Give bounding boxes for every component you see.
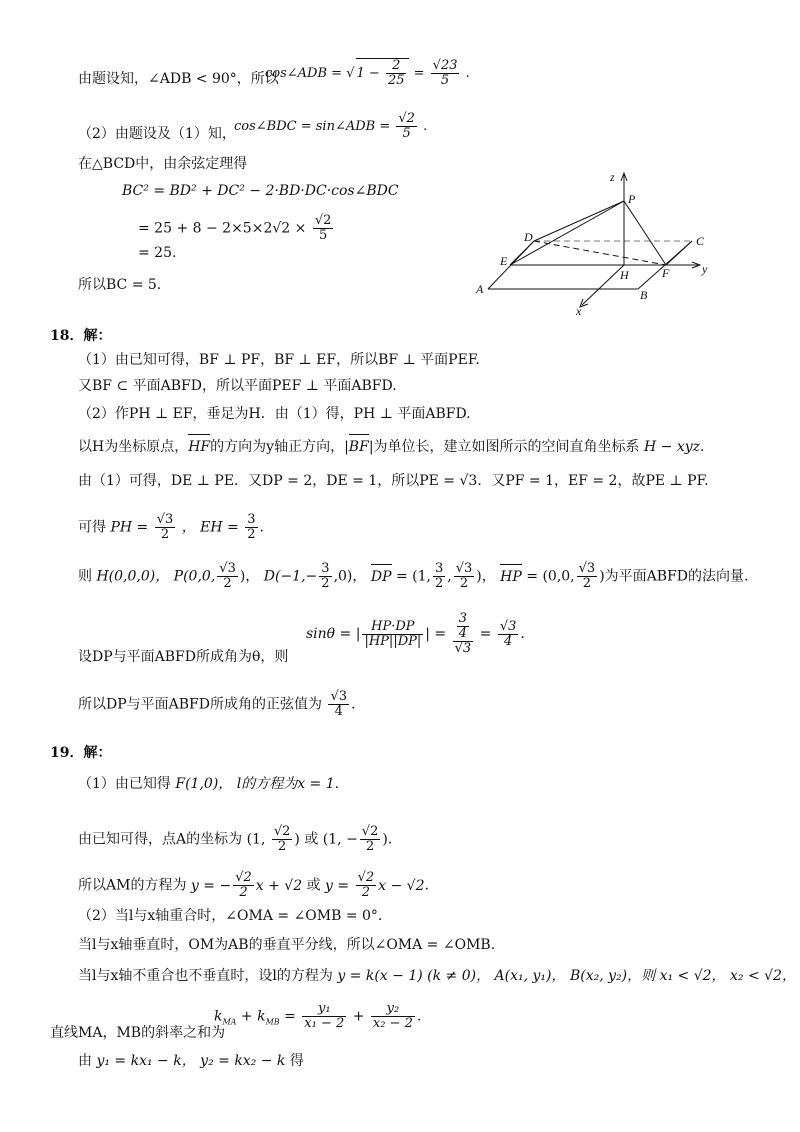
text-span: 由（1）可得，DE ⊥ PE．又DP = 2，DE = 1，所以PE = √3．又PF = 1，EF = 2，故PE ⊥ PF. <box>78 473 709 489</box>
text-line-19-5 <box>78 936 495 954</box>
text-span: （2）作PH ⊥ EF，垂足为H．由（1）得，PH ⊥ 平面ABFD. <box>78 406 471 422</box>
formula-cos-adb: cos∠ADB = √ 1 − $\frac{2}{25}$ = $\frac{√23}{5}$ . <box>265 58 470 88</box>
text-span: 的方向为y轴正方向，| <box>210 439 349 455</box>
text-span: ,0)， <box>333 568 367 585</box>
text-span: 所以AM的方程为 <box>78 877 187 894</box>
formula-text: k <box>214 1008 223 1025</box>
vector-hf: HF <box>188 439 211 455</box>
text-span: （2）由题设及（1）知， <box>78 126 236 142</box>
text-span: 或 <box>306 877 321 894</box>
text-line-18-4 <box>78 438 704 456</box>
point-p: P(0,0, <box>173 568 216 585</box>
section-18-heading <box>50 327 111 345</box>
formula-text: = <box>479 626 492 642</box>
x-axis <box>582 265 624 305</box>
text-span: ) <box>599 568 605 585</box>
formula-text: = 25. <box>138 245 177 261</box>
heading-text: 19．解： <box>50 745 112 761</box>
vector-hp: HP <box>500 568 522 585</box>
point-b: B(x₂, y₂)，则 <box>569 968 656 984</box>
text-span: 又BF ⊂ 平面ABFD，所以平面PEF ⊥ 平面ABFD. <box>78 378 397 394</box>
text-span: （2）当l与x轴重合时，∠OMA = ∠OMB = 0°. <box>78 908 383 924</box>
formula-slope-sum: $k_{MA} + k_{MB}$ = $\frac{\text{y₁}}{\text{x₁ − 2}}$ + $\frac{\text{y₂}}{\text{x₂ − 2}}$ . <box>214 1001 422 1031</box>
formula-text: sinθ = | <box>306 626 361 642</box>
formula-text: BC² = BD² + DC² − 2·BD·DC·cos∠BDC <box>122 183 399 199</box>
line-l-general: y = k(x − 1) (k ≠ 0)， <box>337 968 491 984</box>
text-line-18-1 <box>78 351 480 369</box>
text-line-19-4 <box>78 907 382 925</box>
formula-text: cos∠ADB = <box>265 66 343 81</box>
label-e: E <box>500 254 508 268</box>
text-line-19-6 <box>78 967 796 985</box>
formula-cos-bdc: cos∠BDC = sin∠ADB = $\frac{√2}{5}$ . <box>234 111 428 141</box>
text-span: 设DP与平面ABFD所成角为θ，则 <box>78 649 289 665</box>
edge-pd <box>534 201 624 241</box>
formula-text: PH = <box>110 519 149 536</box>
text-span: 由 <box>78 1053 92 1069</box>
text-line-1 <box>78 70 279 88</box>
formula-cosine-step: = 25 + 8 − 2×5×2√2 × $\frac{√2}{5}$ <box>138 213 332 243</box>
text-span: = (0,0, <box>526 568 575 585</box>
coordinate-system: H − xyz. <box>643 439 705 455</box>
text-line-18-2 <box>78 377 397 395</box>
formula-text: = 25 + 8 − 2×5×2√2 × <box>138 220 307 237</box>
text-span: )， <box>239 568 260 585</box>
formula-cosine-law <box>122 182 399 200</box>
text-span: |为单位长，建立如图所示的空间直角坐标系 <box>368 439 640 455</box>
formula-text: y₁ = kx₁ − k， y₂ = kx₂ − k <box>96 1053 286 1069</box>
text-line-19-1 <box>78 775 339 793</box>
text-span: 则 <box>78 568 92 585</box>
label-d: D <box>524 230 533 244</box>
text-span: )， <box>476 568 496 585</box>
section-19-heading <box>50 744 111 762</box>
formula-sin-theta: sinθ = | $\frac{HP\cdot DP}{|HP||DP|}$ | = $\frac{\frac{3}{4}}{√3}$ = $\frac{√3}{4}$ . <box>306 611 525 656</box>
label-c: C <box>696 234 705 248</box>
point-h: H(0,0,0)， <box>96 568 170 585</box>
text-line-19-2: 由已知可得，点A的坐标为 (1, $\frac{√2}{2}$ ) 或 (1, − $\frac{√2}{2}$ ). <box>78 824 393 854</box>
text-span: 得 <box>289 1053 304 1069</box>
text-span: 在△BCD中，由余弦定理得 <box>78 156 248 172</box>
text-line-18-9: 所以DP与平面ABFD所成角的正弦值为 $\frac{√3}{4}$ . <box>78 689 356 719</box>
text-line-18-8 <box>78 648 288 666</box>
text-span: 可得 <box>78 519 106 536</box>
text-line-2 <box>78 125 236 143</box>
vector-dp: DP <box>370 568 392 585</box>
label-z: z <box>610 170 615 184</box>
label-x: x <box>576 304 582 318</box>
text-span: 由题设知，∠ADB < 90°，所以 <box>78 71 279 87</box>
text-span: 当l与x轴垂直时，OM为AB的垂直平分线，所以∠OMA = ∠OMB. <box>78 937 496 953</box>
text-span: （1）由已知可得，BF ⊥ PF，BF ⊥ EF，所以BF ⊥ 平面PEF. <box>78 352 480 368</box>
text-span: 直线MA，MB的斜率之和为 <box>50 1025 226 1041</box>
constraint: x₁ < √2， x₂ < √2， <box>659 968 796 984</box>
text-span: 当l与x轴不重合也不垂直时，设l的方程为 <box>78 968 333 984</box>
vector-bf: BF <box>348 439 369 455</box>
text-span: 或 <box>304 831 319 848</box>
formula-cosine-result <box>138 244 176 262</box>
text-span: 所以DP与平面ABFD所成角的正弦值为 <box>78 696 322 713</box>
text-span: 为平面ABFD的法向量. <box>604 568 749 585</box>
text-span: = (1, <box>395 568 431 585</box>
point-f: F(1,0)， <box>175 776 233 792</box>
heading-text: 18．解： <box>50 328 112 344</box>
text-span: 由已知可得，点A的坐标为 <box>78 831 243 848</box>
text-line-18-5 <box>78 472 709 490</box>
text-span: 所以BC = 5. <box>78 277 162 293</box>
point-d: D(−1,− <box>263 568 318 585</box>
text-line-18-3 <box>78 405 471 423</box>
line-l-equation: l的方程为x = 1. <box>236 776 340 792</box>
point-a: A(x₁, y₁)， <box>494 968 566 984</box>
text-line-bc <box>78 276 161 294</box>
edge-pf <box>624 201 666 265</box>
label-b: B <box>640 288 648 302</box>
formula-text: | = <box>425 626 447 642</box>
label-f: F <box>662 266 670 280</box>
label-h: H <box>620 268 629 282</box>
text-line-18-7: 则 H(0,0,0)， P(0,0, $\frac{√3}{2}$ )， D(−1,− $\frac{3}{2}$ ,0)， DP = (1, $\frac{3}{2}$ , $\frac{√3}{2}$ )， HP = (0,0, $\frac{√3}{2}$ )为平面ABFD的法向量. <box>78 561 749 591</box>
edge-fc <box>666 241 692 265</box>
text-line-19-8 <box>78 1052 304 1070</box>
text-line-3 <box>78 155 247 173</box>
text-span: （1）由已知得 <box>78 776 171 792</box>
label-a: A <box>476 282 484 296</box>
formula-text: cos∠BDC = sin∠ADB = <box>234 119 391 134</box>
text-span: 以H为坐标原点， <box>78 439 189 455</box>
text-line-19-7 <box>50 1024 225 1042</box>
text-line-18-6: 可得 PH = $\frac{√3}{2}$ ， EH = $\frac{3}{2}$ . <box>78 512 264 542</box>
formula-text: ， EH = <box>181 519 239 536</box>
text-line-19-3: 所以AM的方程为 y = − $\frac{√2}{2}$ x + √2 或 y = $\frac{√2}{2}$ x − √2. <box>78 870 429 900</box>
edge-df-dashed <box>534 241 666 265</box>
label-p: P <box>628 192 636 206</box>
pyramid-figure <box>470 165 720 320</box>
label-y: y <box>702 262 708 276</box>
